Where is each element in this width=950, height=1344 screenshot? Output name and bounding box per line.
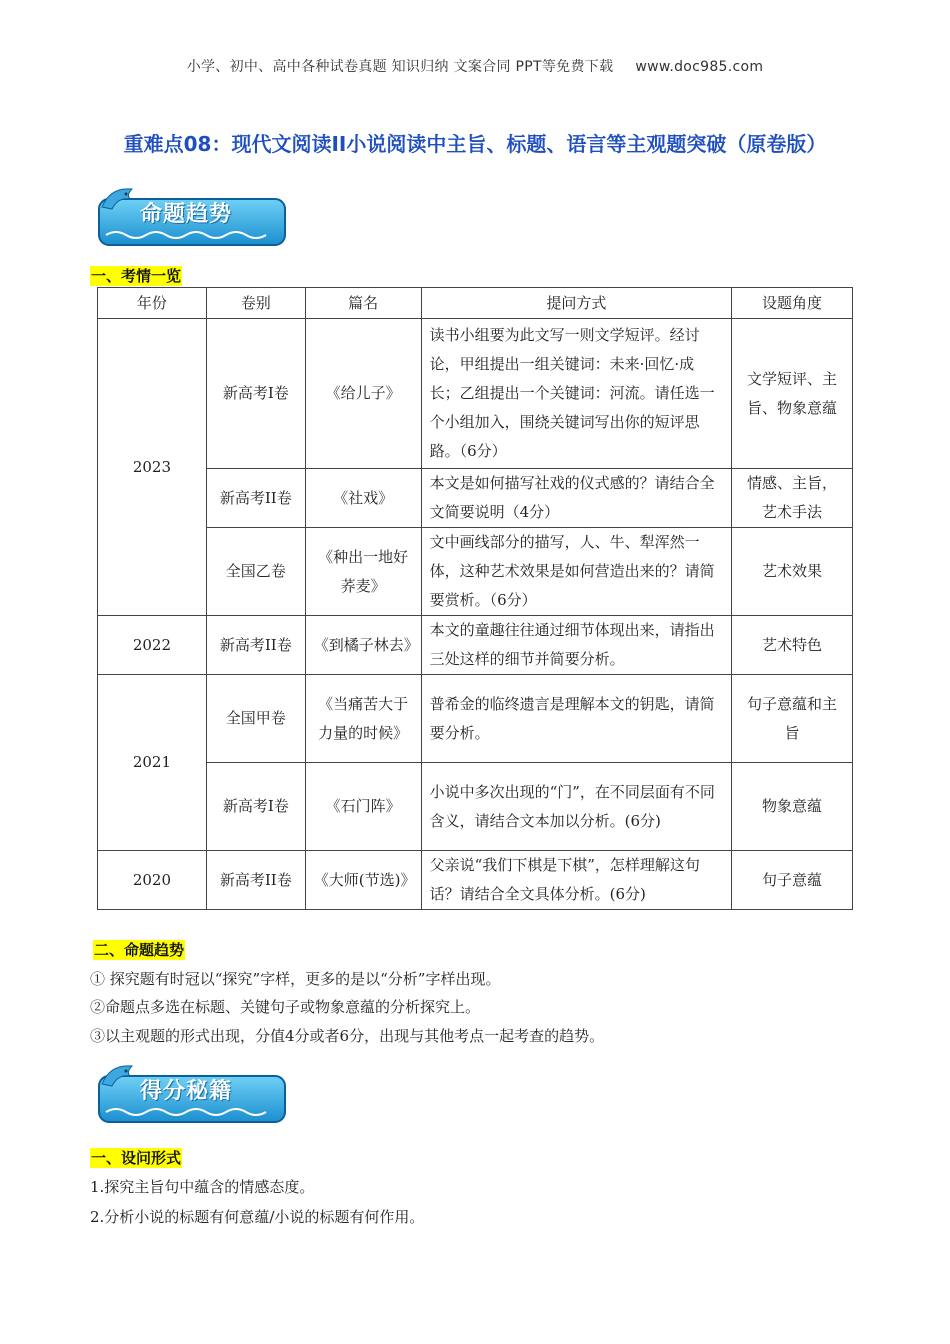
angle-cell: 情感、主旨，艺术手法 — [732, 469, 853, 528]
angle-cell: 句子意蕴和主旨 — [732, 675, 853, 763]
column-header: 篇名 — [305, 288, 421, 319]
page-header — [0, 56, 950, 76]
table-row — [98, 469, 853, 528]
table-row — [98, 763, 853, 851]
exam-overview-table — [97, 287, 853, 910]
year-cell: 2023 — [98, 319, 207, 616]
angle-cell: 艺术效果 — [732, 528, 853, 616]
year-cell: 2021 — [98, 675, 207, 851]
question-cell: 本文的童趣往往通过细节体现出来，请指出三处这样的细节并简要分析。 — [421, 616, 732, 675]
work-cell: 《种出一地好荞麦》 — [305, 528, 421, 616]
trend-badge-label: 命题趋势 — [140, 202, 233, 227]
paper-cell: 新高考II卷 — [206, 851, 305, 910]
table-row — [98, 528, 853, 616]
work-cell: 《社戏》 — [305, 469, 421, 528]
angle-cell: 物象意蕴 — [732, 763, 853, 851]
table-row — [98, 851, 853, 910]
work-cell: 《石门阵》 — [305, 763, 421, 851]
section-heading-overview: 一、考情一览 — [91, 267, 182, 285]
year-cell: 2020 — [98, 851, 207, 910]
section-heading-trend: 二、命题趋势 — [94, 941, 185, 959]
table-row — [98, 675, 853, 763]
header-tagline: 小学、初中、高中各种试卷真题 知识归纳 文案合同 PPT等免费下载 — [186, 59, 614, 75]
paper-cell: 全国甲卷 — [206, 675, 305, 763]
question-cell: 读书小组要为此文写一则文学短评。经讨论，甲组提出一组关键词：未来·回忆·成长；乙组提出一个关键词：河流。请任选一个小组加入，围绕关键词写出你的短评思路。（6分） — [421, 319, 732, 469]
angle-cell: 艺术特色 — [732, 616, 853, 675]
question-cell: 文中画线部分的描写，人、牛、犁浑然一体，这种艺术效果是如何营造出来的？请简要赏析。（6分） — [421, 528, 732, 616]
work-cell: 《大师(节选)》 — [305, 851, 421, 910]
column-header: 卷别 — [206, 288, 305, 319]
question-cell: 普希金的临终遗言是理解本文的钥匙，请简要分析。 — [421, 675, 732, 763]
paper-cell: 新高考I卷 — [206, 319, 305, 469]
angle-cell: 句子意蕴 — [732, 851, 853, 910]
question-form-item: 2.分析小说的标题有何意蕴/小说的标题有何作用。 — [90, 1208, 425, 1226]
trend-item: ① 探究题有时冠以“探究”字样，更多的是以“分析”字样出现。 — [90, 970, 501, 988]
paper-cell: 新高考II卷 — [206, 469, 305, 528]
question-cell: 小说中多次出现的“门”，在不同层面有不同含义，请结合文本加以分析。(6分) — [421, 763, 732, 851]
section-heading-question-forms: 一、设问形式 — [91, 1149, 182, 1167]
paper-cell: 新高考I卷 — [206, 763, 305, 851]
header-site[interactable]: www.doc985.com — [635, 59, 764, 75]
work-cell: 《到橘子林去》 — [305, 616, 421, 675]
column-header: 提问方式 — [421, 288, 732, 319]
trend-item: ③以主观题的形式出现，分值4分或者6分，出现与其他考点一起考查的趋势。 — [90, 1027, 605, 1045]
work-cell: 《当痛苦大于力量的时候》 — [305, 675, 421, 763]
year-cell: 2022 — [98, 616, 207, 675]
table-row — [98, 616, 853, 675]
question-cell: 父亲说“我们下棋是下棋”，怎样理解这句话？请结合全文具体分析。(6分) — [421, 851, 732, 910]
table-header-row — [98, 288, 853, 319]
work-cell: 《给儿子》 — [305, 319, 421, 469]
table-row — [98, 319, 853, 469]
trend-item: ②命题点多选在标题、关键句子或物象意蕴的分析探究上。 — [90, 998, 481, 1016]
tips-badge-label: 得分秘籍 — [140, 1079, 233, 1104]
document-title: 重难点08：现代文阅读II小说阅读中主旨、标题、语言等主观题突破（原卷版） — [123, 132, 827, 156]
angle-cell: 文学短评、主旨、物象意蕴 — [732, 319, 853, 469]
tips-badge — [96, 1062, 288, 1126]
column-header: 年份 — [98, 288, 207, 319]
question-form-item: 1.探究主旨句中蕴含的情感态度。 — [90, 1178, 315, 1196]
trend-badge — [96, 185, 288, 249]
paper-cell: 全国乙卷 — [206, 528, 305, 616]
column-header: 设题角度 — [732, 288, 853, 319]
question-cell: 本文是如何描写社戏的仪式感的？请结合全文简要说明（4分） — [421, 469, 732, 528]
paper-cell: 新高考II卷 — [206, 616, 305, 675]
